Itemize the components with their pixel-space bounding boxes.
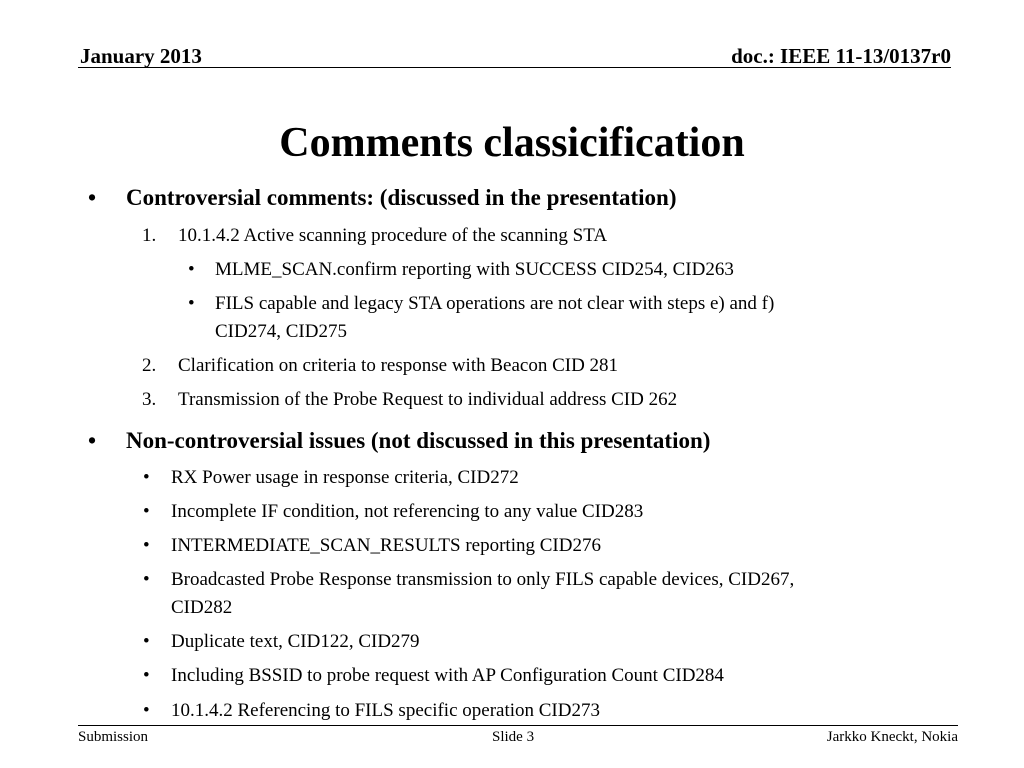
item-text: Including BSSID to probe request with AP Configuration Count CID284 (171, 665, 724, 686)
item-text: Incomplete IF condition, not referencing to any value CID283 (171, 501, 644, 522)
header-date: January 2013 (80, 44, 202, 68)
bullet-marker: • (188, 259, 195, 280)
section-heading-text: Non-controversial issues (not discussed in this presentation) (126, 428, 711, 453)
footer-submission: Submission (78, 729, 149, 745)
item-text: 10.1.4.2 Referencing to FILS specific operation CID273 (171, 700, 600, 721)
item-text-line1: Broadcasted Probe Response transmission to only FILS capable devices, CID267, (171, 569, 795, 590)
item-text: 10.1.4.2 Active scanning procedure of the scanning STA (178, 225, 608, 246)
item-text-line2: CID274, CID275 (215, 321, 347, 342)
bullet-marker: • (88, 428, 97, 453)
item-number: 3. (142, 389, 157, 410)
item-text: Clarification on criteria to response with Beacon CID 281 (178, 355, 619, 376)
footer-slide-number: Slide 3 (492, 729, 535, 745)
item-text: Transmission of the Probe Request to individual address CID 262 (178, 389, 678, 410)
item-number: 2. (142, 355, 157, 376)
bullet-marker: • (143, 631, 150, 652)
item-text: INTERMEDIATE_SCAN_RESULTS reporting CID276 (171, 535, 601, 556)
item-text-line2: CID282 (171, 597, 233, 618)
bullet-marker: • (88, 185, 97, 210)
bullet-marker: • (143, 467, 150, 488)
bullet-marker: • (143, 501, 150, 522)
bullet-marker: • (143, 665, 150, 686)
bullet-marker: • (143, 535, 150, 556)
bullet-marker: • (143, 700, 150, 721)
footer-divider (78, 725, 958, 726)
item-number: 1. (142, 225, 157, 246)
item-text: Duplicate text, CID122, CID279 (171, 631, 420, 652)
header-divider (78, 67, 951, 68)
slide-title: Comments classicification (279, 120, 745, 166)
item-text-line1: FILS capable and legacy STA operations are not clear with steps e) and f) (215, 293, 775, 314)
section-heading-text: Controversial comments: (discussed in the presentation) (126, 185, 677, 210)
header-doc-id: doc.: IEEE 11-13/0137r0 (731, 44, 951, 68)
item-text: RX Power usage in response criteria, CID272 (171, 467, 519, 488)
item-text: MLME_SCAN.confirm reporting with SUCCESS CID254, CID263 (215, 259, 734, 280)
bullet-marker: • (143, 569, 150, 590)
footer-author: Jarkko Kneckt, Nokia (826, 729, 958, 745)
bullet-marker: • (188, 293, 195, 314)
